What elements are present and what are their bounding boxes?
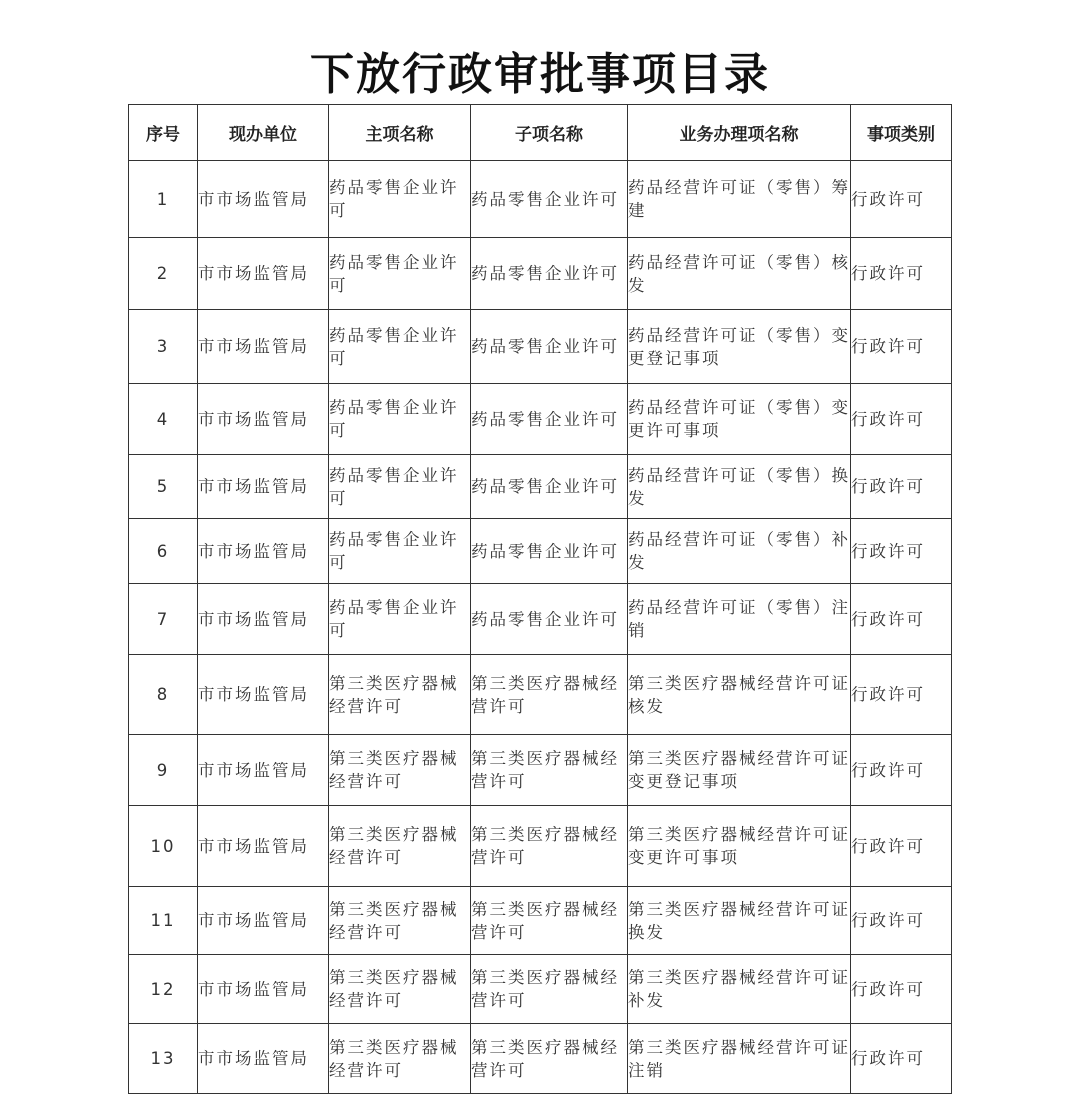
table-row [129, 887, 952, 955]
row-number: 11 [129, 887, 198, 955]
sub-item-name: 第三类医疗器械经营许可 [471, 806, 628, 887]
sub-item-name: 第三类医疗器械经营许可 [471, 655, 628, 735]
task-item-name: 药品经营许可证（零售）变更许可事项 [628, 384, 851, 455]
table-row [129, 161, 952, 238]
table-row [129, 735, 952, 806]
sub-item-name: 第三类医疗器械经营许可 [471, 887, 628, 955]
sub-item-name: 药品零售企业许可 [471, 584, 628, 655]
task-item-name: 药品经营许可证（零售）补发 [628, 519, 851, 584]
office-unit: 市市场监管局 [198, 584, 329, 655]
office-unit: 市市场监管局 [198, 161, 329, 238]
table-row [129, 310, 952, 384]
row-number: 9 [129, 735, 198, 806]
row-number: 10 [129, 806, 198, 887]
office-unit: 市市场监管局 [198, 887, 329, 955]
row-number: 5 [129, 455, 198, 519]
approval-items-table [128, 104, 952, 1094]
table-row [129, 238, 952, 310]
sub-item-name: 第三类医疗器械经营许可 [471, 735, 628, 806]
main-item-name: 药品零售企业许可 [329, 519, 471, 584]
office-unit: 市市场监管局 [198, 384, 329, 455]
table-row [129, 455, 952, 519]
row-number: 2 [129, 238, 198, 310]
header-no: 序号 [129, 105, 198, 161]
document-title: 下放行政审批事项目录 [310, 49, 770, 100]
main-item-name: 第三类医疗器械经营许可 [329, 806, 471, 887]
office-unit: 市市场监管局 [198, 735, 329, 806]
main-item-name: 药品零售企业许可 [329, 455, 471, 519]
task-item-name: 第三类医疗器械经营许可证补发 [628, 955, 851, 1024]
task-item-name: 药品经营许可证（零售）变更登记事项 [628, 310, 851, 384]
office-unit: 市市场监管局 [198, 806, 329, 887]
office-unit: 市市场监管局 [198, 519, 329, 584]
table-row [129, 584, 952, 655]
office-unit: 市市场监管局 [198, 1024, 329, 1094]
main-item-name: 第三类医疗器械经营许可 [329, 887, 471, 955]
table-body [129, 161, 952, 1094]
row-number: 3 [129, 310, 198, 384]
sub-item-name: 药品零售企业许可 [471, 238, 628, 310]
main-item-name: 第三类医疗器械经营许可 [329, 1024, 471, 1094]
item-type: 行政许可 [851, 806, 952, 887]
office-unit: 市市场监管局 [198, 955, 329, 1024]
task-item-name: 药品经营许可证（零售）核发 [628, 238, 851, 310]
item-type: 行政许可 [851, 887, 952, 955]
row-number: 6 [129, 519, 198, 584]
item-type: 行政许可 [851, 584, 952, 655]
office-unit: 市市场监管局 [198, 455, 329, 519]
sub-item-name: 药品零售企业许可 [471, 519, 628, 584]
header-unit: 现办单位 [198, 105, 329, 161]
header-sub-item: 子项名称 [471, 105, 628, 161]
sub-item-name: 药品零售企业许可 [471, 161, 628, 238]
item-type: 行政许可 [851, 735, 952, 806]
table-row [129, 384, 952, 455]
header-item-type: 事项类别 [851, 105, 952, 161]
item-type: 行政许可 [851, 238, 952, 310]
row-number: 7 [129, 584, 198, 655]
main-item-name: 药品零售企业许可 [329, 584, 471, 655]
item-type: 行政许可 [851, 519, 952, 584]
main-item-name: 药品零售企业许可 [329, 384, 471, 455]
sub-item-name: 药品零售企业许可 [471, 384, 628, 455]
office-unit: 市市场监管局 [198, 655, 329, 735]
task-item-name: 第三类医疗器械经营许可证核发 [628, 655, 851, 735]
item-type: 行政许可 [851, 955, 952, 1024]
row-number: 8 [129, 655, 198, 735]
table-row [129, 1024, 952, 1094]
office-unit: 市市场监管局 [198, 238, 329, 310]
sub-item-name: 药品零售企业许可 [471, 455, 628, 519]
main-item-name: 第三类医疗器械经营许可 [329, 655, 471, 735]
task-item-name: 第三类医疗器械经营许可证换发 [628, 887, 851, 955]
row-number: 12 [129, 955, 198, 1024]
row-number: 1 [129, 161, 198, 238]
task-item-name: 药品经营许可证（零售）筹建 [628, 161, 851, 238]
header-main-item: 主项名称 [329, 105, 471, 161]
sub-item-name: 药品零售企业许可 [471, 310, 628, 384]
table-header-row [129, 105, 952, 161]
item-type: 行政许可 [851, 655, 952, 735]
table-row [129, 519, 952, 584]
item-type: 行政许可 [851, 384, 952, 455]
main-item-name: 第三类医疗器械经营许可 [329, 955, 471, 1024]
table-row [129, 655, 952, 735]
task-item-name: 第三类医疗器械经营许可证变更许可事项 [628, 806, 851, 887]
row-number: 13 [129, 1024, 198, 1094]
task-item-name: 药品经营许可证（零售）换发 [628, 455, 851, 519]
item-type: 行政许可 [851, 1024, 952, 1094]
item-type: 行政许可 [851, 161, 952, 238]
task-item-name: 第三类医疗器械经营许可证变更登记事项 [628, 735, 851, 806]
main-item-name: 药品零售企业许可 [329, 238, 471, 310]
table-row [129, 806, 952, 887]
table-row [129, 955, 952, 1024]
item-type: 行政许可 [851, 455, 952, 519]
main-item-name: 药品零售企业许可 [329, 161, 471, 238]
sub-item-name: 第三类医疗器械经营许可 [471, 955, 628, 1024]
sub-item-name: 第三类医疗器械经营许可 [471, 1024, 628, 1094]
main-item-name: 第三类医疗器械经营许可 [329, 735, 471, 806]
header-task-item: 业务办理项名称 [628, 105, 851, 161]
main-item-name: 药品零售企业许可 [329, 310, 471, 384]
office-unit: 市市场监管局 [198, 310, 329, 384]
task-item-name: 药品经营许可证（零售）注销 [628, 584, 851, 655]
item-type: 行政许可 [851, 310, 952, 384]
row-number: 4 [129, 384, 198, 455]
task-item-name: 第三类医疗器械经营许可证注销 [628, 1024, 851, 1094]
